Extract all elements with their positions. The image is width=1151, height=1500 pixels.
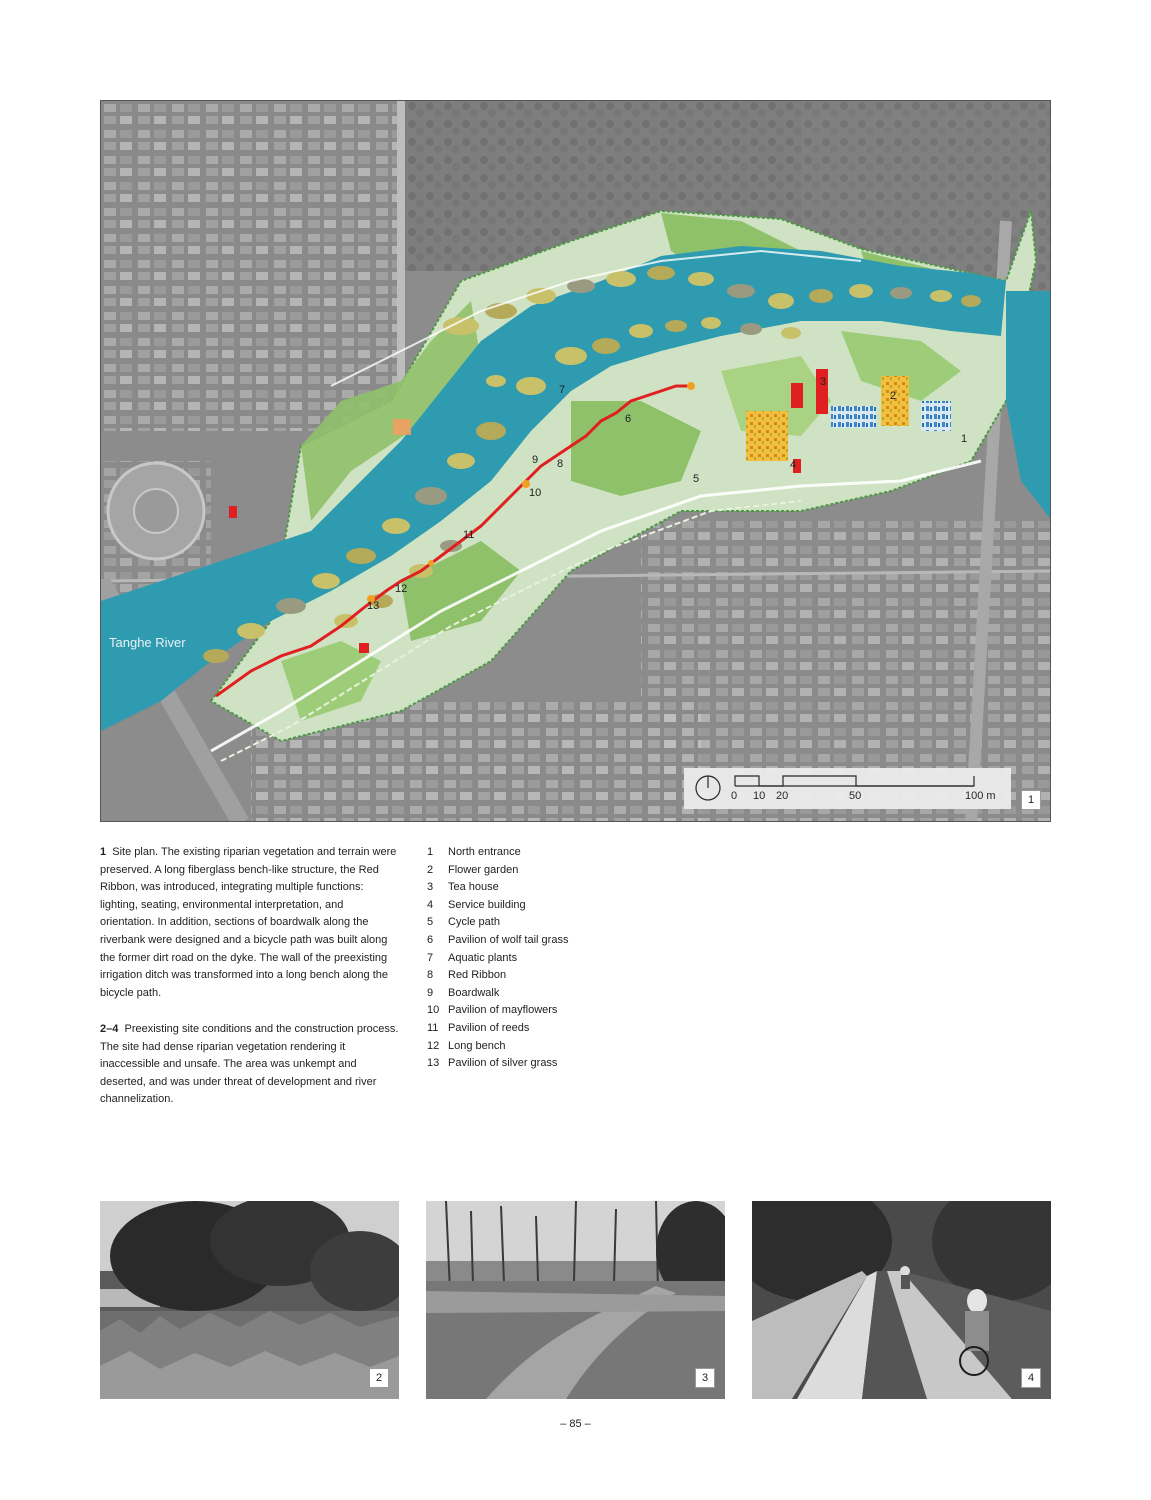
legend-item: 6 Pavilion of wolf tail grass [427, 933, 569, 946]
map-marker-11: 11 [463, 529, 475, 541]
legend-item: 10 Pavilion of mayflowers [427, 1004, 558, 1017]
caption-site-plan [100, 844, 400, 1002]
photo-cycle-path [752, 1201, 1051, 1399]
caption-number: 2–4 [100, 1023, 119, 1035]
scale-tick-10: 10 [753, 790, 766, 802]
caption-number: 1 [100, 846, 107, 858]
photo-dirt-road [426, 1201, 725, 1399]
caption-photos [100, 1021, 400, 1109]
scale-tick-0: 0 [731, 790, 738, 802]
map-marker-1: 1 [961, 433, 968, 445]
legend-item: 3 Tea house [427, 881, 499, 894]
map-marker-12: 12 [395, 583, 408, 595]
legend-item: 1 North entrance [427, 846, 521, 858]
figure-number-4: 4 [1021, 1368, 1041, 1388]
map-marker-5: 5 [693, 473, 700, 485]
map-marker-10: 10 [529, 487, 542, 499]
legend-item: 13 Pavilion of silver grass [427, 1057, 558, 1070]
flower-garden-west [746, 411, 788, 461]
legend-item: 2 Flower garden [427, 863, 519, 876]
map-marker-8: 8 [557, 458, 564, 470]
map-marker-7: 7 [559, 384, 566, 396]
legend-item: 12 Long bench [427, 1039, 506, 1052]
figure-number-3: 3 [695, 1368, 715, 1388]
scale-tick-20: 20 [776, 790, 789, 802]
legend-item: 4 Service building [427, 898, 526, 911]
figure-number-1: 1 [1021, 790, 1041, 810]
site-plan-legend [427, 844, 687, 1073]
map-marker-13: 13 [367, 600, 380, 612]
scale-tick-100: 100 m [965, 790, 996, 802]
river-label: Tanghe River [109, 635, 186, 650]
map-marker-2: 2 [890, 390, 897, 402]
legend-item: 7 Aquatic plants [427, 951, 518, 964]
legend-item: 11 Pavilion of reeds [427, 1021, 530, 1034]
map-marker-4: 4 [790, 459, 797, 471]
legend-item: 5 Cycle path [427, 916, 500, 929]
legend-item: 8 Red Ribbon [427, 969, 507, 982]
scale-tick-50: 50 [849, 790, 862, 802]
scale-bar [684, 768, 1011, 809]
legend-item: 9 Boardwalk [427, 986, 500, 999]
map-marker-9: 9 [532, 454, 539, 466]
map-marker-6: 6 [625, 413, 632, 425]
map-marker-3: 3 [820, 376, 827, 388]
site-plan-figure [100, 100, 1051, 822]
site-plan-map [101, 101, 1051, 822]
figure-number-2: 2 [369, 1368, 389, 1388]
page-number: – 85 – [560, 1418, 591, 1430]
caption-text: Site plan. The existing riparian vegetation and terrain were preserved. A long fiberglass bench-like structure, the Red Ribbon, was introduced, integrating multiple functions: lighting, seating, environmental interpretation, and orientation. In addition, sections of boardwalk along the riverbank were designed and a bicycle path was built along the former dirt road on the dyke. The wall of the preexisting irrigation ditch was transformed into a long bench along the bicycle path. [100, 846, 397, 999]
photo-riparian-vegetation [100, 1201, 399, 1399]
caption-text: Preexisting site conditions and the construction process. The site had dense riparian vegetation rendering it inaccessible and unsafe. The area was unkempt and deserted, and was under threat of development and river channelization. [100, 1023, 399, 1106]
